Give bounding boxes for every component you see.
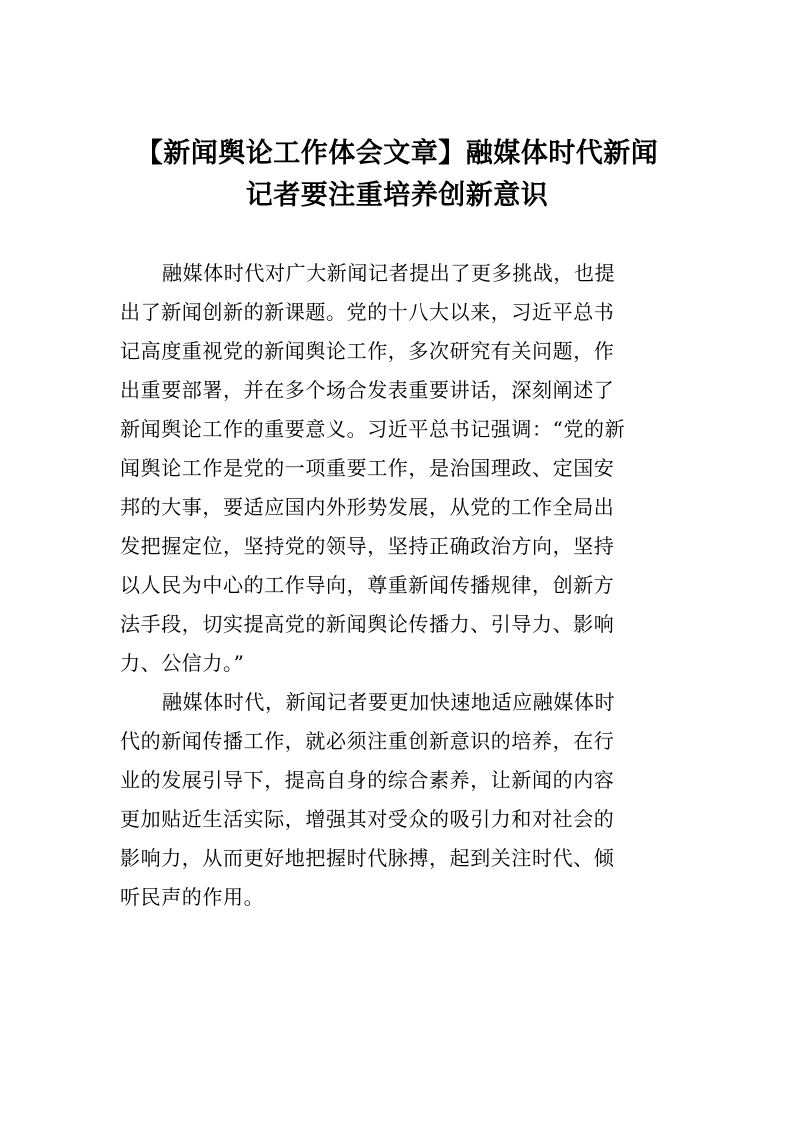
paragraph-line: 融媒体时代，新闻记者要更加快速地适应融媒体时	[162, 690, 616, 714]
paragraph-line: 出重要部署，并在多个场合发表重要讲话，深刻阐述了	[120, 378, 615, 402]
paragraph-line: 出了新闻创新的新课题。党的十八大以来，习近平总书	[120, 300, 615, 324]
paragraph-line: 发把握定位，坚持党的领导，坚持正确政治方向，坚持	[120, 534, 615, 558]
document-title	[110, 133, 684, 217]
paragraph-line: 记高度重视党的新闻舆论工作，多次研究有关问题，作	[120, 339, 615, 363]
paragraph-line: 闻舆论工作是党的一项重要工作，是治国理政、定国安	[120, 456, 615, 480]
paragraph-line: 邦的大事，要适应国内外形势发展，从党的工作全局出	[120, 495, 615, 519]
document-body	[120, 254, 680, 917]
paragraph-2	[120, 683, 680, 917]
paragraph-line: 听民声的作用。	[120, 885, 265, 909]
paragraph-line: 影响力，从而更好地把握时代脉搏，起到关注时代、倾	[120, 846, 615, 870]
paragraph-1	[120, 254, 680, 683]
paragraph-line: 更加贴近生活实际，增强其对受众的吸引力和对社会的	[120, 807, 615, 831]
paragraph-line: 融媒体时代对广大新闻记者提出了更多挑战，也提	[162, 261, 616, 285]
paragraph-line: 力、公信力。”	[120, 651, 245, 675]
paragraph-line: 法手段，切实提高党的新闻舆论传播力、引导力、影响	[120, 612, 615, 636]
title-line-2: 记者要注重培养创新意识	[245, 180, 549, 211]
paragraph-line: 代的新闻传播工作，就必须注重创新意识的培养，在行	[120, 729, 615, 753]
paragraph-line: 以人民为中心的工作导向，尊重新闻传播规律，创新方	[120, 573, 615, 597]
paragraph-line: 业的发展引导下，提高自身的综合素养，让新闻的内容	[120, 768, 615, 792]
title-line-1: 【新闻舆论工作体会文章】融媒体时代新闻	[135, 138, 659, 169]
paragraph-line: 新闻舆论工作的重要意义。习近平总书记强调：“党的新	[120, 417, 626, 441]
